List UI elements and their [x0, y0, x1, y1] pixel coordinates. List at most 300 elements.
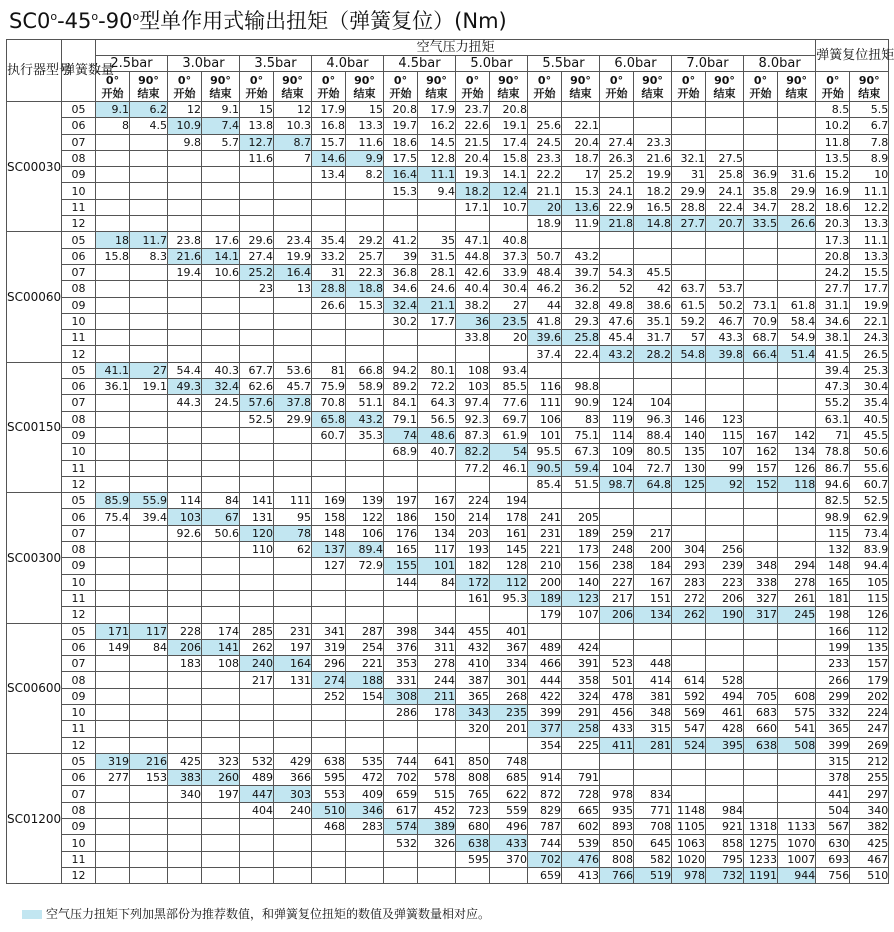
torque-start-cell: 44: [528, 297, 562, 313]
torque-start-cell: 52: [600, 281, 634, 297]
torque-start-cell: 155: [384, 558, 418, 574]
torque-start-cell: 18.9: [528, 216, 562, 232]
torque-end-cell: 67: [202, 509, 240, 525]
torque-start-cell: 169: [312, 493, 346, 509]
spring-count-cell: 08: [62, 150, 96, 166]
torque-start-cell: 61.5: [672, 297, 706, 313]
torque-start-cell: [168, 819, 202, 835]
torque-end-cell: [274, 688, 312, 704]
torque-end-cell: 46.1: [490, 460, 528, 476]
torque-start-cell: [240, 427, 274, 443]
torque-end-cell: 54.9: [778, 330, 816, 346]
torque-start-cell: [96, 460, 130, 476]
torque-end-cell: 31.7: [634, 330, 672, 346]
torque-start-cell: 44.8: [456, 248, 490, 264]
torque-start-cell: [744, 802, 778, 818]
torque-start-cell: 1191: [744, 867, 778, 883]
spring-count-cell: 08: [62, 542, 96, 558]
spring-return-start-cell: 10.2: [816, 118, 850, 134]
torque-start-cell: 92.6: [168, 525, 202, 541]
torque-end-cell: 108: [202, 656, 240, 672]
torque-end-cell: [706, 623, 744, 639]
torque-end-cell: [778, 264, 816, 280]
torque-end-cell: [346, 737, 384, 753]
spring-return-start-cell: 365: [816, 721, 850, 737]
torque-end-cell: 494: [706, 688, 744, 704]
torque-start-cell: [744, 770, 778, 786]
torque-end-cell: [130, 851, 168, 867]
table-row: [7, 118, 889, 134]
torque-start-cell: 106: [528, 411, 562, 427]
header-pressure-7.0bar: 7.0bar: [672, 56, 744, 72]
spring-count-cell: 09: [62, 167, 96, 183]
torque-start-cell: 547: [672, 721, 706, 737]
torque-start-cell: 68.9: [384, 444, 418, 460]
torque-end-cell: 211: [418, 688, 456, 704]
spring-return-end-cell: 126: [850, 607, 889, 623]
spring-return-end-cell: 135: [850, 639, 889, 655]
torque-end-cell: 95.3: [490, 590, 528, 606]
torque-start-cell: [744, 248, 778, 264]
torque-start-cell: [672, 525, 706, 541]
torque-end-cell: 39.7: [562, 264, 600, 280]
torque-start-cell: 43.2: [600, 346, 634, 362]
torque-end-cell: [202, 737, 240, 753]
torque-start-cell: [312, 199, 346, 215]
spring-return-start-cell: 55.2: [816, 395, 850, 411]
torque-end-cell: [130, 281, 168, 297]
torque-start-cell: [168, 150, 202, 166]
torque-start-cell: [240, 444, 274, 460]
torque-start-cell: 638: [744, 737, 778, 753]
table-row: [7, 476, 889, 492]
torque-start-cell: 29.9: [672, 183, 706, 199]
spring-return-start-cell: 17.3: [816, 232, 850, 248]
torque-end-cell: [202, 590, 240, 606]
table-row: [7, 395, 889, 411]
torque-start-cell: 532: [384, 835, 418, 851]
torque-end-cell: 294: [778, 558, 816, 574]
torque-start-cell: [168, 688, 202, 704]
spring-return-start-cell: 38.1: [816, 330, 850, 346]
torque-end-cell: [130, 264, 168, 280]
torque-end-cell: 278: [778, 574, 816, 590]
torque-start-cell: [96, 330, 130, 346]
torque-start-cell: [672, 493, 706, 509]
spring-return-end-cell: 94.4: [850, 558, 889, 574]
header-pressure-5.5bar: 5.5bar: [528, 56, 600, 72]
torque-start-cell: 8: [96, 118, 130, 134]
torque-start-cell: 183: [168, 656, 202, 672]
torque-start-cell: 308: [384, 688, 418, 704]
torque-start-cell: 489: [240, 770, 274, 786]
torque-end-cell: 15.3: [346, 297, 384, 313]
torque-start-cell: 20.8: [384, 102, 418, 118]
torque-start-cell: [168, 558, 202, 574]
torque-end-cell: 708: [634, 819, 672, 835]
torque-start-cell: 125: [672, 476, 706, 492]
torque-end-cell: 641: [418, 753, 456, 769]
torque-start-cell: 532: [240, 753, 274, 769]
table-row: [7, 688, 889, 704]
torque-end-cell: 50.2: [706, 297, 744, 313]
torque-end-cell: 59.4: [562, 460, 600, 476]
spring-return-end-cell: 224: [850, 704, 889, 720]
torque-end-cell: 45.7: [274, 379, 312, 395]
header-spring-return-torque: 弹簧复位扭矩: [816, 40, 889, 72]
torque-start-cell: 523: [600, 656, 634, 672]
header-deg90-end: 90° 结束: [274, 72, 312, 102]
torque-start-cell: 158: [312, 509, 346, 525]
torque-start-cell: [240, 819, 274, 835]
torque-start-cell: 935: [600, 802, 634, 818]
torque-start-cell: [168, 607, 202, 623]
spring-return-end-cell: 157: [850, 656, 889, 672]
torque-end-cell: [274, 558, 312, 574]
torque-end-cell: 142: [778, 427, 816, 443]
torque-start-cell: 104: [600, 460, 634, 476]
torque-start-cell: 36: [456, 313, 490, 329]
torque-end-cell: 151: [634, 590, 672, 606]
torque-end-cell: [778, 150, 816, 166]
torque-start-cell: [96, 216, 130, 232]
spring-count-cell: 12: [62, 607, 96, 623]
torque-end-cell: [130, 542, 168, 558]
torque-start-cell: 73.1: [744, 297, 778, 313]
torque-end-cell: [274, 476, 312, 492]
torque-start-cell: 228: [168, 623, 202, 639]
spring-return-end-cell: 112: [850, 623, 889, 639]
torque-start-cell: 15.3: [384, 183, 418, 199]
torque-end-cell: 85.5: [490, 379, 528, 395]
torque-start-cell: 172: [456, 574, 490, 590]
torque-start-cell: [96, 607, 130, 623]
torque-end-cell: 15.3: [562, 183, 600, 199]
torque-end-cell: [202, 574, 240, 590]
torque-start-cell: 206: [168, 639, 202, 655]
torque-end-cell: 19.1: [490, 118, 528, 134]
torque-end-cell: 326: [418, 835, 456, 851]
torque-end-cell: 35: [418, 232, 456, 248]
torque-end-cell: 291: [562, 704, 600, 720]
torque-start-cell: 18.6: [384, 134, 418, 150]
torque-start-cell: [672, 639, 706, 655]
torque-end-cell: 578: [418, 770, 456, 786]
torque-end-cell: [706, 509, 744, 525]
torque-end-cell: 283: [346, 819, 384, 835]
torque-start-cell: [600, 623, 634, 639]
spring-count-cell: 11: [62, 330, 96, 346]
spring-return-start-cell: 63.1: [816, 411, 850, 427]
torque-start-cell: 387: [456, 672, 490, 688]
torque-start-cell: 447: [240, 786, 274, 802]
torque-end-cell: [130, 313, 168, 329]
torque-end-cell: 118: [778, 476, 816, 492]
torque-start-cell: 95.5: [528, 444, 562, 460]
torque-end-cell: 42: [634, 281, 672, 297]
torque-end-cell: [274, 427, 312, 443]
torque-end-cell: 4.5: [130, 118, 168, 134]
torque-start-cell: [312, 216, 346, 232]
torque-end-cell: [778, 753, 816, 769]
torque-end-cell: [778, 411, 816, 427]
table-row: [7, 786, 889, 802]
torque-end-cell: [274, 297, 312, 313]
torque-end-cell: [778, 786, 816, 802]
table-row: [7, 819, 889, 835]
torque-start-cell: [456, 867, 490, 883]
torque-end-cell: 45.5: [634, 264, 672, 280]
torque-end-cell: [202, 460, 240, 476]
torque-start-cell: 319: [312, 639, 346, 655]
torque-end-cell: 13.6: [562, 199, 600, 215]
torque-end-cell: 496: [490, 819, 528, 835]
torque-start-cell: [744, 753, 778, 769]
torque-start-cell: [312, 330, 346, 346]
spring-count-cell: 07: [62, 656, 96, 672]
spring-count-cell: 11: [62, 851, 96, 867]
spring-count-cell: 09: [62, 688, 96, 704]
torque-start-cell: [312, 590, 346, 606]
torque-end-cell: [130, 786, 168, 802]
header-deg0-start: 0° 开始: [600, 72, 634, 102]
spring-return-end-cell: 467: [850, 851, 889, 867]
torque-end-cell: [274, 183, 312, 199]
torque-end-cell: 23.5: [490, 313, 528, 329]
torque-end-cell: 164: [274, 656, 312, 672]
torque-start-cell: [96, 737, 130, 753]
torque-end-cell: 240: [274, 802, 312, 818]
torque-start-cell: [744, 493, 778, 509]
torque-end-cell: [130, 134, 168, 150]
torque-start-cell: [744, 672, 778, 688]
torque-end-cell: [778, 395, 816, 411]
spring-return-start-cell: 16.9: [816, 183, 850, 199]
torque-start-cell: 27.4: [240, 248, 274, 264]
torque-start-cell: 241: [528, 509, 562, 525]
spring-return-start-cell: 165: [816, 574, 850, 590]
torque-start-cell: 702: [528, 851, 562, 867]
torque-start-cell: [240, 835, 274, 851]
torque-start-cell: [384, 346, 418, 362]
spring-return-end-cell: 25.3: [850, 362, 889, 378]
torque-end-cell: [346, 199, 384, 215]
spring-return-start-cell: 399: [816, 737, 850, 753]
torque-start-cell: 161: [456, 590, 490, 606]
torque-end-cell: 278: [418, 656, 456, 672]
torque-start-cell: 29.6: [240, 232, 274, 248]
torque-end-cell: 123: [562, 590, 600, 606]
torque-start-cell: [312, 851, 346, 867]
torque-end-cell: [274, 590, 312, 606]
torque-start-cell: 179: [528, 607, 562, 623]
torque-end-cell: 13: [274, 281, 312, 297]
torque-start-cell: 320: [456, 721, 490, 737]
table-row: [7, 558, 889, 574]
spring-return-start-cell: 24.2: [816, 264, 850, 280]
spring-return-end-cell: 179: [850, 672, 889, 688]
torque-start-cell: 144: [384, 574, 418, 590]
spring-return-end-cell: 12.2: [850, 199, 889, 215]
torque-start-cell: 75.4: [96, 509, 130, 525]
spring-return-start-cell: 166: [816, 623, 850, 639]
spring-count-cell: 12: [62, 737, 96, 753]
torque-end-cell: 84: [202, 493, 240, 509]
torque-end-cell: 33.9: [490, 264, 528, 280]
torque-end-cell: [778, 102, 816, 118]
torque-end-cell: [346, 183, 384, 199]
torque-start-cell: 120: [240, 525, 274, 541]
spring-return-end-cell: 40.5: [850, 411, 889, 427]
torque-end-cell: 389: [418, 819, 456, 835]
torque-start-cell: [384, 330, 418, 346]
torque-end-cell: 150: [418, 509, 456, 525]
torque-end-cell: 61.8: [778, 297, 816, 313]
torque-start-cell: 70.8: [312, 395, 346, 411]
torque-end-cell: 25.7: [346, 248, 384, 264]
torque-end-cell: 448: [634, 656, 672, 672]
torque-start-cell: 110: [240, 542, 274, 558]
spring-return-end-cell: 202: [850, 688, 889, 704]
torque-end-cell: 254: [346, 639, 384, 655]
torque-start-cell: 162: [744, 444, 778, 460]
spring-count-cell: 09: [62, 819, 96, 835]
header-deg0-start: 0° 开始: [240, 72, 274, 102]
torque-end-cell: 19.9: [274, 248, 312, 264]
torque-end-cell: 217: [634, 525, 672, 541]
torque-start-cell: [672, 509, 706, 525]
torque-end-cell: 10.6: [202, 264, 240, 280]
torque-start-cell: 23.7: [456, 102, 490, 118]
torque-start-cell: 210: [528, 558, 562, 574]
torque-start-cell: 1233: [744, 851, 778, 867]
torque-end-cell: 728: [562, 786, 600, 802]
torque-start-cell: [600, 379, 634, 395]
torque-end-cell: 29.9: [778, 183, 816, 199]
torque-start-cell: [96, 688, 130, 704]
spring-return-start-cell: 441: [816, 786, 850, 802]
torque-end-cell: 239: [706, 558, 744, 574]
table-row: [7, 102, 889, 118]
spring-return-end-cell: 382: [850, 819, 889, 835]
torque-start-cell: 23.8: [168, 232, 202, 248]
torque-start-cell: 404: [240, 802, 274, 818]
torque-start-cell: [168, 346, 202, 362]
torque-start-cell: [528, 102, 562, 118]
torque-start-cell: [744, 639, 778, 655]
torque-end-cell: [130, 346, 168, 362]
torque-start-cell: [600, 102, 634, 118]
torque-end-cell: [706, 264, 744, 280]
torque-end-cell: 24.1: [706, 183, 744, 199]
torque-start-cell: 98.7: [600, 476, 634, 492]
torque-end-cell: 38.6: [634, 297, 672, 313]
header-deg90-end: 90° 结束: [634, 72, 672, 102]
torque-end-cell: 11.1: [418, 167, 456, 183]
torque-end-cell: 7: [274, 150, 312, 166]
torque-start-cell: [96, 199, 130, 215]
torque-end-cell: 245: [778, 607, 816, 623]
torque-end-cell: [490, 346, 528, 362]
torque-end-cell: 122: [346, 509, 384, 525]
torque-end-cell: 123: [706, 411, 744, 427]
torque-end-cell: 235: [490, 704, 528, 720]
torque-end-cell: 167: [418, 493, 456, 509]
torque-end-cell: 14.8: [634, 216, 672, 232]
torque-start-cell: [168, 460, 202, 476]
torque-end-cell: 260: [202, 770, 240, 786]
torque-end-cell: [202, 704, 240, 720]
torque-start-cell: 569: [672, 704, 706, 720]
torque-end-cell: 90.9: [562, 395, 600, 411]
torque-end-cell: 16.2: [418, 118, 456, 134]
torque-start-cell: [312, 460, 346, 476]
torque-start-cell: [96, 590, 130, 606]
torque-start-cell: [168, 330, 202, 346]
torque-end-cell: 31.5: [418, 248, 456, 264]
spring-return-end-cell: 22.1: [850, 313, 889, 329]
torque-end-cell: 117: [418, 542, 456, 558]
spring-return-end-cell: 83.9: [850, 542, 889, 558]
spring-count-cell: 09: [62, 427, 96, 443]
torque-start-cell: 296: [312, 656, 346, 672]
torque-start-cell: 79.1: [384, 411, 418, 427]
torque-end-cell: [202, 313, 240, 329]
torque-end-cell: 184: [634, 558, 672, 574]
torque-start-cell: 89.2: [384, 379, 418, 395]
torque-start-cell: [168, 851, 202, 867]
torque-start-cell: 36.8: [384, 264, 418, 280]
torque-start-cell: 44.3: [168, 395, 202, 411]
torque-end-cell: [634, 362, 672, 378]
torque-end-cell: [634, 493, 672, 509]
torque-start-cell: 176: [384, 525, 418, 541]
torque-start-cell: 21.5: [456, 134, 490, 150]
torque-start-cell: 19.3: [456, 167, 490, 183]
torque-start-cell: [312, 721, 346, 737]
torque-start-cell: 23: [240, 281, 274, 297]
torque-start-cell: 131: [240, 509, 274, 525]
torque-start-cell: [384, 851, 418, 867]
torque-end-cell: 50.6: [202, 525, 240, 541]
spring-return-end-cell: 340: [850, 802, 889, 818]
torque-end-cell: 323: [202, 753, 240, 769]
torque-start-cell: [672, 770, 706, 786]
torque-end-cell: 535: [346, 753, 384, 769]
spring-return-end-cell: 30.4: [850, 379, 889, 395]
torque-end-cell: 281: [634, 737, 672, 753]
torque-end-cell: 89.4: [346, 542, 384, 558]
table-row: [7, 639, 889, 655]
torque-start-cell: 50.7: [528, 248, 562, 264]
torque-end-cell: 29.2: [346, 232, 384, 248]
torque-end-cell: 31.6: [778, 167, 816, 183]
torque-start-cell: 70.9: [744, 313, 778, 329]
torque-end-cell: 358: [562, 672, 600, 688]
spring-return-start-cell: 31.1: [816, 297, 850, 313]
torque-end-cell: 858: [706, 835, 744, 851]
torque-end-cell: 27: [490, 297, 528, 313]
torque-end-cell: [706, 753, 744, 769]
spring-return-start-cell: 630: [816, 835, 850, 851]
torque-start-cell: 614: [672, 672, 706, 688]
torque-start-cell: 617: [384, 802, 418, 818]
torque-end-cell: 56.5: [418, 411, 456, 427]
torque-end-cell: [634, 232, 672, 248]
torque-start-cell: 127: [312, 558, 346, 574]
spring-return-start-cell: 8.5: [816, 102, 850, 118]
torque-end-cell: 206: [706, 590, 744, 606]
